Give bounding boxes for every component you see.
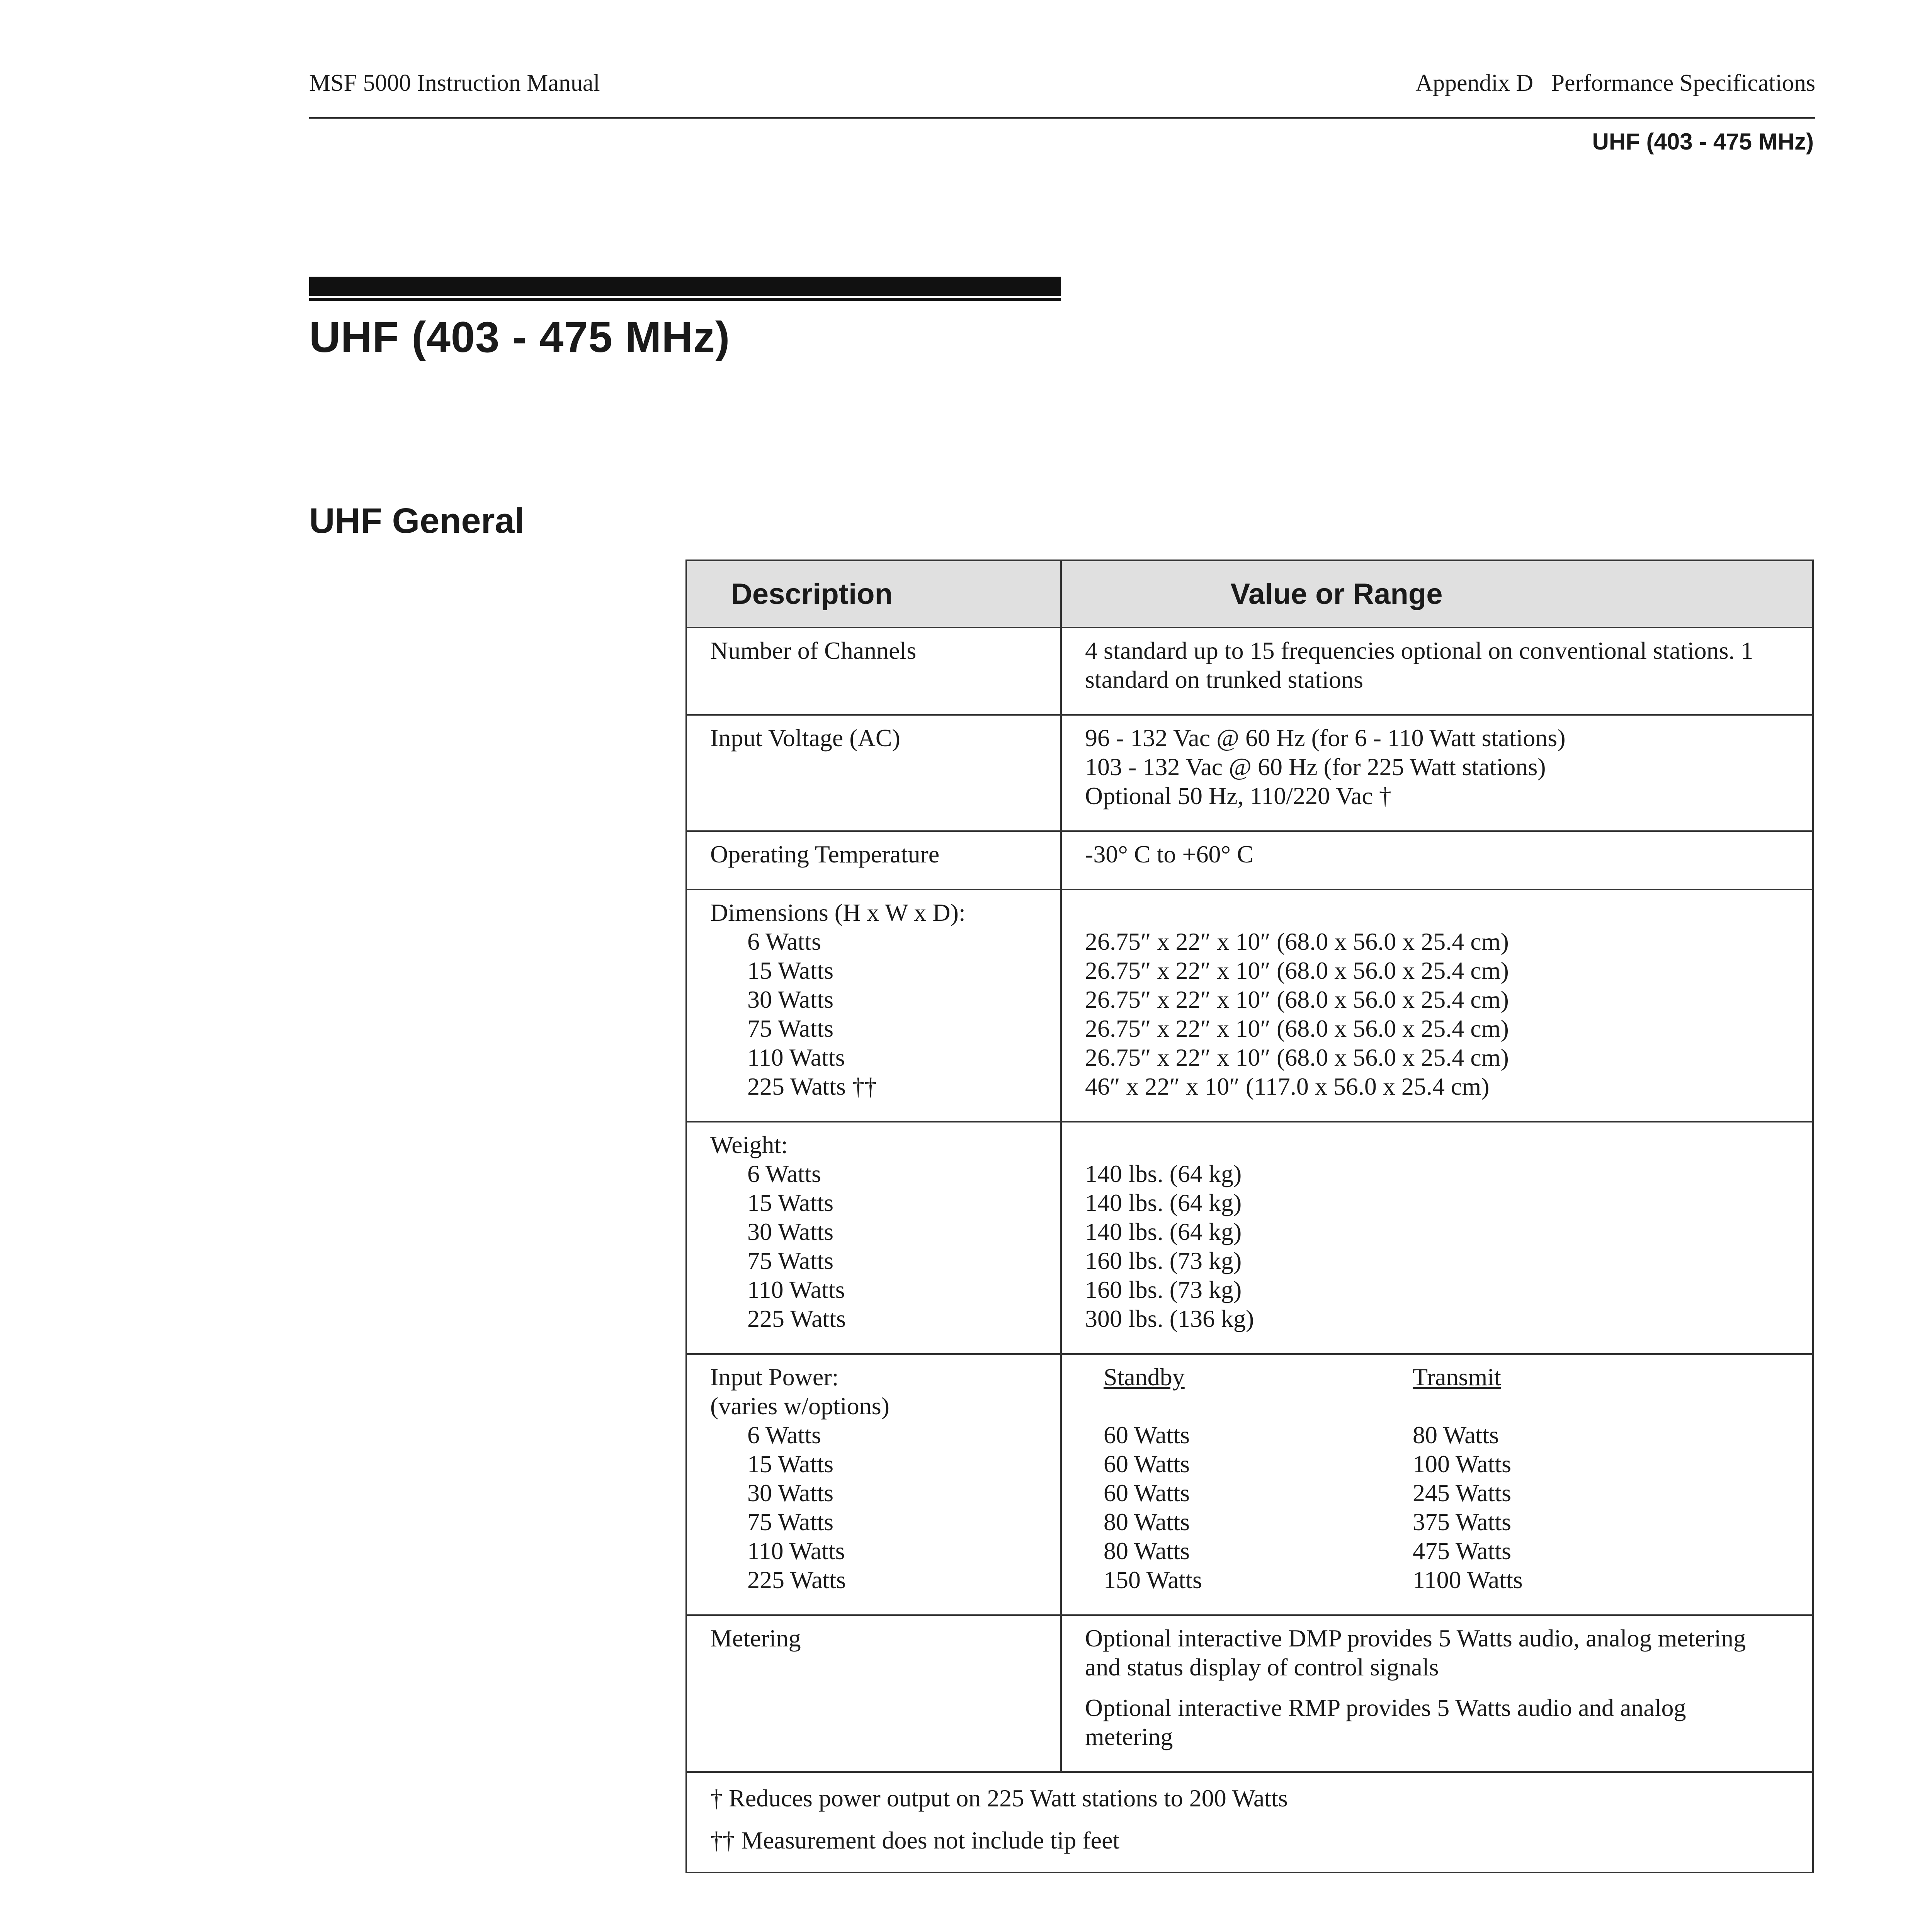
dimensions-value: 46″ x 22″ x 10″ (117.0 x 56.0 x 25.4 cm) — [1085, 1073, 1490, 1100]
weight-value-cell — [1061, 1122, 1813, 1354]
standby-value: 60 Watts — [1104, 1421, 1190, 1449]
transmit-value: 80 Watts — [1413, 1421, 1499, 1449]
input-power-rating: 225 Watts — [747, 1566, 846, 1594]
transmit-value: 1100 Watts — [1413, 1566, 1523, 1594]
dimensions-label: Dimensions (H x W x D): — [710, 899, 966, 926]
table-row-weight — [686, 1122, 1813, 1354]
col-value-header: Value or Range — [1061, 560, 1813, 628]
transmit-value: 475 Watts — [1413, 1537, 1511, 1565]
standby-value: 80 Watts — [1104, 1537, 1190, 1565]
title-bar-underline — [309, 298, 1061, 301]
input-power-label-cell — [686, 1354, 1061, 1615]
weight-label: Weight: — [710, 1131, 788, 1158]
metering-rmp: Optional interactive RMP provides 5 Watts audio and analog metering — [1085, 1694, 1686, 1750]
table-row-dimensions — [686, 889, 1813, 1122]
voltage-label: Input Voltage (AC) — [686, 715, 1061, 831]
standby-value: 60 Watts — [1104, 1450, 1190, 1478]
table-row-voltage — [686, 715, 1813, 831]
footnotes-cell — [686, 1772, 1813, 1872]
input-power-grid — [1104, 1362, 1789, 1594]
transmit-value: 245 Watts — [1413, 1479, 1511, 1507]
weight-power: 6 Watts — [747, 1160, 821, 1187]
weight-power: 15 Watts — [747, 1189, 833, 1216]
dimensions-power: 75 Watts — [747, 1015, 833, 1042]
table-footnotes-row — [686, 1772, 1813, 1872]
standby-header: Standby — [1104, 1363, 1185, 1391]
header-rule — [309, 117, 1815, 119]
weight-value: 160 lbs. (73 kg) — [1085, 1247, 1242, 1274]
dimensions-value: 26.75″ x 22″ x 10″ (68.0 x 56.0 x 25.4 cm) — [1085, 957, 1509, 984]
dimensions-label-cell — [686, 889, 1061, 1122]
weight-power: 225 Watts — [747, 1305, 846, 1332]
temperature-label: Operating Temperature — [686, 831, 1061, 889]
weight-label-cell — [686, 1122, 1061, 1354]
input-power-value-cell — [1061, 1354, 1813, 1615]
standby-value: 150 Watts — [1104, 1566, 1202, 1594]
dimensions-value: 26.75″ x 22″ x 10″ (68.0 x 56.0 x 25.4 cm) — [1085, 986, 1509, 1013]
section-title: UHF General — [309, 501, 525, 541]
table-row-input-power — [686, 1354, 1813, 1615]
channels-value: 4 standard up to 15 frequencies optional on conventional stations. 1 standard on trunked stations — [1061, 628, 1813, 715]
footnote: † Reduces power output on 225 Watt stations to 200 Watts — [710, 1784, 1288, 1812]
manual-title: MSF 5000 Instruction Manual — [309, 70, 600, 96]
weight-power: 75 Watts — [747, 1247, 833, 1274]
input-power-rating: 30 Watts — [747, 1479, 833, 1507]
input-power-rating: 75 Watts — [747, 1508, 833, 1536]
weight-power: 30 Watts — [747, 1218, 833, 1245]
metering-dmp: Optional interactive DMP provides 5 Watts audio, analog metering and status display of control signals — [1085, 1624, 1746, 1681]
weight-value: 300 lbs. (136 kg) — [1085, 1305, 1254, 1332]
weight-value: 140 lbs. (64 kg) — [1085, 1160, 1242, 1187]
metering-value-cell — [1061, 1615, 1813, 1772]
chapter-label: Performance Specifications — [1551, 70, 1815, 96]
transmit-header: Transmit — [1413, 1363, 1501, 1391]
standby-value: 60 Watts — [1104, 1479, 1190, 1507]
input-power-rating: 6 Watts — [747, 1421, 821, 1449]
dimensions-value-cell — [1061, 889, 1813, 1122]
metering-label: Metering — [686, 1615, 1061, 1772]
dimensions-power: 225 Watts †† — [747, 1073, 877, 1100]
dimensions-power: 15 Watts — [747, 957, 833, 984]
weight-value: 140 lbs. (64 kg) — [1085, 1189, 1242, 1216]
temperature-value: -30° C to +60° C — [1061, 831, 1813, 889]
title-bar — [309, 277, 1061, 296]
transmit-value: 375 Watts — [1413, 1508, 1511, 1536]
weight-value: 140 lbs. (64 kg) — [1085, 1218, 1242, 1245]
dimensions-power: 30 Watts — [747, 986, 833, 1013]
table-header-row — [686, 560, 1813, 628]
voltage-value — [1061, 715, 1813, 831]
weight-power: 110 Watts — [747, 1276, 845, 1303]
header-section-label: UHF (403 - 475 MHz) — [1592, 129, 1814, 155]
spec-table — [685, 560, 1814, 1873]
input-power-label: Input Power: — [710, 1363, 839, 1391]
input-power-note: (varies w/options) — [710, 1392, 889, 1420]
voltage-line: Optional 50 Hz, 110/220 Vac † — [1085, 782, 1391, 810]
dimensions-power: 6 Watts — [747, 928, 821, 955]
input-power-rating: 15 Watts — [747, 1450, 833, 1478]
page-title: UHF (403 - 475 MHz) — [309, 313, 730, 361]
table-row-temperature — [686, 831, 1813, 889]
table-row-channels — [686, 628, 1813, 715]
col-description-header: Description — [686, 560, 1061, 628]
table-row-metering — [686, 1615, 1813, 1772]
transmit-value: 100 Watts — [1413, 1450, 1511, 1478]
dimensions-value: 26.75″ x 22″ x 10″ (68.0 x 56.0 x 25.4 cm) — [1085, 1015, 1509, 1042]
voltage-line: 103 - 132 Vac @ 60 Hz (for 225 Watt stations) — [1085, 753, 1546, 781]
channels-label: Number of Channels — [686, 628, 1061, 715]
voltage-line: 96 - 132 Vac @ 60 Hz (for 6 - 110 Watt stations) — [1085, 724, 1566, 752]
dimensions-power: 110 Watts — [747, 1044, 845, 1071]
running-header — [1415, 70, 1815, 97]
standby-value: 80 Watts — [1104, 1508, 1190, 1536]
appendix-label: Appendix D — [1415, 70, 1534, 96]
dimensions-value: 26.75″ x 22″ x 10″ (68.0 x 56.0 x 25.4 cm) — [1085, 1044, 1509, 1071]
footnote: †† Measurement does not include tip feet — [710, 1827, 1120, 1854]
input-power-rating: 110 Watts — [747, 1537, 845, 1565]
weight-value: 160 lbs. (73 kg) — [1085, 1276, 1242, 1303]
dimensions-value: 26.75″ x 22″ x 10″ (68.0 x 56.0 x 25.4 cm) — [1085, 928, 1509, 955]
